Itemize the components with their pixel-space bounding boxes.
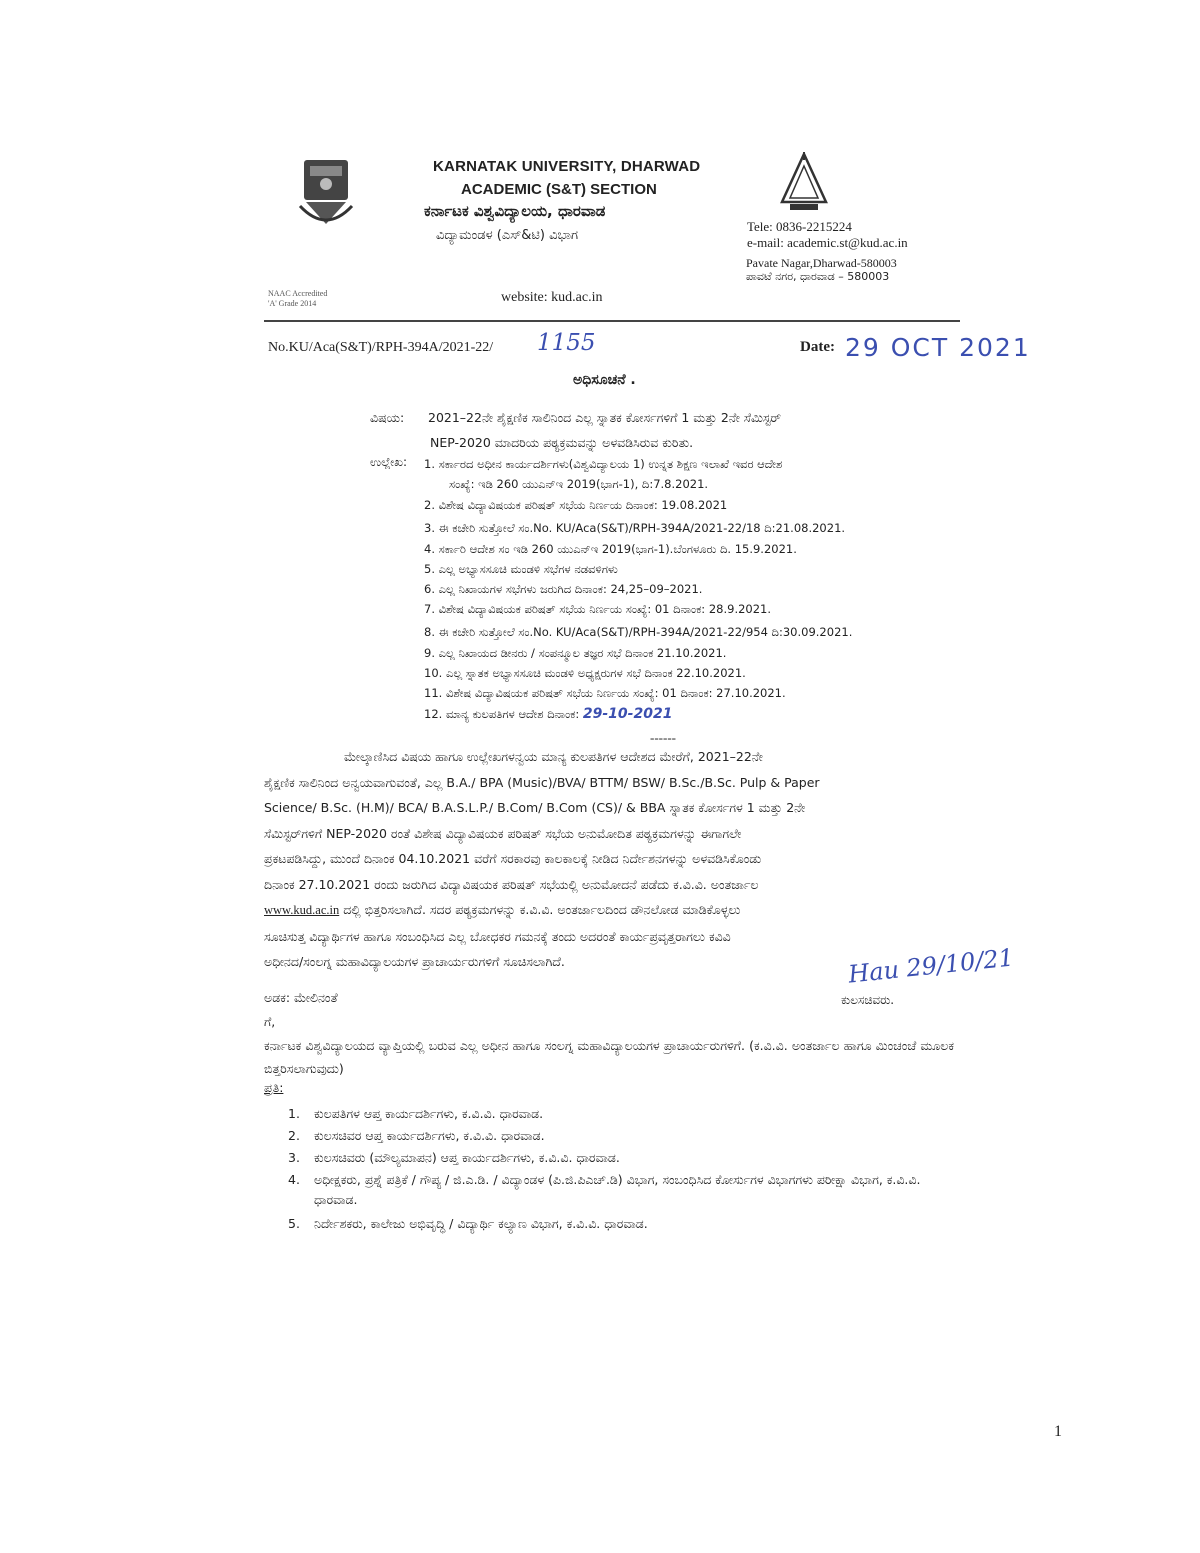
body-line: ಸೂಚಿಸುತ್ತ ವಿದ್ಯಾರ್ಥಿಗಳ ಹಾಗೂ ಸಂಬಂಧಿಸಿದ ಎಲ್ಲ ಬೋಧಕರ ಗಮನಕ್ಕೆ ತಂದು ಅದರಂತೆ ಕಾರ್ಯಪ್ರವೃತ್ತರಾಗಲು ಕವಿವಿ — [264, 928, 731, 944]
copy-item-text: ನಿರ್ದೇಶಕರು, ಕಾಲೇಜು ಅಭಿವೃದ್ಧಿ / ವಿದ್ಯಾರ್ಥಿ ಕಲ್ಯಾಣ ವಿಭಾಗ, ಕ.ವಿ.ವಿ. ಧಾರವಾಡ. — [314, 1216, 648, 1231]
reference-item: 1. ಸರ್ಕಾರದ ಅಧೀನ ಕಾರ್ಯದರ್ಶಿಗಳು(ವಿಶ್ವವಿದ್ಯಾಲಯ 1) ಉನ್ನತ ಶಿಕ್ಷಣ ಇಲಾಖೆ ಇವರ ಆದೇಶ — [424, 457, 783, 471]
naac-logo — [780, 152, 828, 214]
page-number: 1 — [1054, 1423, 1062, 1440]
handwritten-order-date: 29-10-2021 — [582, 706, 673, 722]
copy-item-number: 4. — [288, 1172, 300, 1187]
subject-block — [370, 405, 960, 455]
references-label: ಉಲ್ಲೇಖ: — [370, 455, 408, 469]
copy-item-text: ಕುಲಸಚಿವರ ಆಪ್ತ ಕಾರ್ಯದರ್ಶಿಗಳು, ಕ.ವಿ.ವಿ. ಧಾರವಾಡ. — [314, 1128, 545, 1143]
telephone-number: Tele: 0836-2215224 — [747, 219, 852, 234]
body-line: ಶೈಕ್ಷಣಿಕ ಸಾಲಿನಿಂದ ಅನ್ವಯವಾಗುವಂತೆ, ಎಲ್ಲ B.A./ BPA (Music)/BVA/ BTTM/ BSW/ B.Sc./B.Sc. Pulp & Paper — [264, 774, 820, 790]
reference-number: No.KU/Aca(S&T)/RPH-394A/2021-22/ — [268, 340, 494, 355]
to-label: ಗೆ, — [264, 1014, 276, 1029]
copy-list-item — [288, 1214, 953, 1234]
website-link[interactable]: www.kud.ac.in — [264, 903, 340, 917]
body-line: ಸೆಮಿಸ್ಟರ್‌ಗಳಿಗೆ NEP-2020 ರಂತೆ ವಿಶೇಷ ವಿದ್ಯಾವಿಷಯಕ ಪರಿಷತ್ ಸಭೆಯ ಅನುಮೋದಿತ ಪಠ್ಯಕ್ರಮಗಳನ್ನು ಈಗಾಗಲೇ — [264, 825, 742, 841]
body-paragraph — [264, 744, 976, 975]
copy-item-text: ಅಧೀಕ್ಷಕರು, ಪ್ರಶ್ನೆ ಪತ್ರಿಕೆ / ಗೌಪ್ಯ / ಜಿ.ಎ.ಡಿ. / ವಿದ್ಯಾಂಡಳ (ಪಿ.ಜಿ.ಪಿಎಚ್.ಡಿ) ವಿಭಾಗ, ಸಂಬಂಧಿಸಿದ ಕೋರ್ಸುಗಳ ವಿಭಾಗಗಳು ಪರೀಕ್ಷಾ ವಿಭಾಗ, ಕ.ವಿ.ವಿ. ಧಾರವಾಡ. — [314, 1172, 921, 1207]
copy-list-item — [288, 1148, 953, 1168]
body-line: ಪ್ರಕಟಪಡಿಸಿದ್ದು, ಮುಂದೆ ದಿನಾಂಕ 04.10.2021 ವರೆಗೆ ಸರಕಾರವು ಕಾಲಕಾಲಕ್ಕೆ ನೀಡಿದ ನಿರ್ದೇಶನಗಳನ್ನು ಅಳವಡಿಸಿಕೊಂಡು — [264, 851, 762, 866]
body-line-with-link — [264, 897, 976, 924]
reference-item: 11. ವಿಶೇಷ ವಿದ್ಯಾವಿಷಯಕ ಪರಿಷತ್ ಸಭೆಯ ನಿರ್ಣಯ ಸಂಖ್ಯೆ: 01 ದಿನಾಂಕ: 27.10.2021. — [424, 686, 786, 700]
separator-dashes: ------ — [650, 730, 676, 745]
attachment-note: ಅಡಕ: ಮೇಲಿನಂತೆ — [264, 990, 338, 1005]
copy-list-item — [288, 1126, 953, 1146]
reference-item: 10. ಎಲ್ಲ ಸ್ನಾತಕ ಅಭ್ಯಾಸಸೂಚಿ ಮಂಡಳಿ ಅಧ್ಯಕ್ಷರುಗಳ ಸಭೆ ದಿನಾಂಕ 22.10.2021. — [424, 666, 746, 680]
copy-item-text: ಕುಲಪತಿಗಳ ಆಪ್ತ ಕಾರ್ಯದರ್ಶಿಗಳು, ಕ.ವಿ.ವಿ. ಧಾರವಾಡ. — [314, 1106, 544, 1121]
copy-item-number: 5. — [288, 1216, 300, 1231]
body-line: ಅಧೀನದ/ಸಂಲಗ್ನ ಮಹಾವಿದ್ಯಾಲಯಗಳ ಪ್ರಾಚಾರ್ಯರುಗಳಿಗೆ ಸೂಚಿಸಲಾಗಿದೆ. — [264, 954, 565, 969]
reference-item-continuation: ಸಂಖ್ಯೆ: ಇಡಿ 260 ಯುಎನ್‌ಇ 2019(ಭಾಗ-1), ದಿ:7.8.2021. — [449, 477, 709, 491]
registrar-title: ಕುಲಸಚಿವರು. — [841, 993, 895, 1007]
body-line: ಮೇಲ್ಕಾಣಿಸಿದ ವಿಷಯ ಹಾಗೂ ಉಲ್ಲೇಖಗಳನ್ವಯ ಮಾನ್ಯ ಕುಲಪತಿಗಳ ಆದೇಶದ ಮೇರೆಗೆ, 2021–22ನೇ — [344, 749, 763, 764]
reference-item: 4. ಸರ್ಕಾರಿ ಆದೇಶ ಸಂ ಇಡಿ 260 ಯುಎನ್‌ಇ 2019(ಭಾಗ-1).ಬೆಂಗಳೂರು ದಿ. 15.9.2021. — [424, 542, 797, 556]
notification-title: ಅಧಿಸೂಚನೆ . — [573, 372, 636, 388]
body-line: ದಿನಾಂಕ 27.10.2021 ರಂದು ಜರುಗಿದ ವಿದ್ಯಾವಿಷಯಕ ಪರಿಷತ್ ಸಭೆಯಲ್ಲಿ ಅನುಮೋದನೆ ಪಡೆದು ಕ.ವಿ.ವಿ. ಅಂತರ್ಜಾಲ — [264, 876, 759, 892]
university-name-english: KARNATAK UNIVERSITY, DHARWAD — [433, 158, 701, 175]
university-emblem-logo — [296, 154, 356, 232]
handwritten-reference-number: 1155 — [537, 330, 596, 356]
copy-list-item — [288, 1104, 953, 1124]
naac-accreditation-line1: NAAC Accredited — [268, 289, 328, 298]
body-line: Science/ B.Sc. (H.M)/ BCA/ B.A.S.L.P./ B.Com/ B.Com (CS)/ & BBA ಸ್ನಾತಕ ಕೋರ್ಸಗಳ 1 ಮತ್ತು 2ನೇ — [264, 800, 806, 815]
copy-item-number: 3. — [288, 1150, 300, 1165]
recipients-text: ಕರ್ನಾಟಕ ವಿಶ್ವವಿದ್ಯಾಲಯದ ವ್ಯಾಪ್ತಿಯಲ್ಲಿ ಬರುವ ಎಲ್ಲ ಅಧೀನ ಹಾಗೂ ಸಂಲಗ್ನ ಮಹಾವಿದ್ಯಾಲಯಗಳ ಪ್ರಾಚಾರ್ಯರುಗಳಿಗೆ. (ಕ.ವಿ.ವಿ. ಅಂತರ್ಜಾಲ ಹಾಗೂ ಮಿಂಚಂಚೆ ಮೂಲಕ ಬಿತ್ತರಿಸಲಾಗುವುದು) — [264, 1038, 954, 1076]
copy-item-text: ಕುಲಸಚಿವರು (ಮೌಲ್ಯಮಾಪನ) ಆಪ್ತ ಕಾರ್ಯದರ್ಶಿಗಳು, ಕ.ವಿ.ವಿ. ಧಾರವಾಡ. — [314, 1150, 620, 1165]
reference-item: 5. ಎಲ್ಲ ಅಭ್ಯಾಸಸೂಚಿ ಮಂಡಳಿ ಸಭೆಗಳ ನಡವಳಿಗಳು — [424, 562, 618, 576]
email-address: e-mail: academic.st@kud.ac.in — [747, 235, 908, 250]
header-divider — [264, 320, 960, 322]
reference-item: 3. ಈ ಕಚೇರಿ ಸುತ್ತೋಲೆ ಸಂ.No. KU/Aca(S&T)/RPH-394A/2021-22/18 ದಿ:21.08.2021. — [424, 521, 846, 535]
reference-item-text: 12. ಮಾನ್ಯ ಕುಲಪತಿಗಳ ಆದೇಶ ದಿನಾಂಕ: — [424, 707, 580, 721]
reference-item: 8. ಈ ಕಚೇರಿ ಸುತ್ತೋಲೆ ಸಂ.No. KU/Aca(S&T)/RPH-394A/2021-22/954 ದಿ:30.09.2021. — [424, 625, 853, 639]
website-address: website: kud.ac.in — [501, 290, 603, 305]
copy-list-item — [288, 1170, 953, 1210]
body-line: ದಲ್ಲಿ ಭಿತ್ತರಿಸಲಾಗಿದೆ. ಸದರ ಪಠ್ಯಕ್ರಮಗಳನ್ನು ಕ.ವಿ.ವಿ. ಅಂತರ್ಜಾಲದಿಂದ ಡೌನಲೋಡ ಮಾಡಿಕೊಳ್ಳಲು — [343, 902, 741, 917]
reference-item: 2. ವಿಶೇಷ ವಿದ್ಯಾವಿಷಯಕ ಪರಿಷತ್ ಸಭೆಯ ನಿರ್ಣಯ ದಿನಾಂಕ: 19.08.2021 — [424, 498, 728, 512]
registrar-signature: Hau 29/10/21 — [846, 943, 1016, 989]
reference-item: 7. ವಿಶೇಷ ವಿದ್ಯಾವಿಷಯಕ ಪರಿಷತ್ ಸಭೆಯ ನಿರ್ಣಯ ಸಂಖ್ಯೆ: 01 ದಿನಾಂಕ: 28.9.2021. — [424, 602, 772, 616]
address-kannada: ಪಾವಟೆ ನಗರ, ಧಾರವಾಡ – 580003 — [746, 270, 890, 283]
copy-to-label: ಪ್ರತಿ: — [264, 1080, 284, 1095]
date-stamp: 29 OCT 2021 — [845, 333, 1031, 362]
reference-item: 9. ಎಲ್ಲ ನಿಖಾಯದ ಡೀನರು / ಸಂಪನ್ಮೂಲ ತಜ್ಞರ ಸಭೆ ದಿನಾಂಕ 21.10.2021. — [424, 646, 727, 660]
subject-label: ವಿಷಯ: — [370, 410, 405, 425]
copy-item-number: 2. — [288, 1128, 300, 1143]
date-label: Date: — [800, 339, 835, 355]
university-name-kannada: ಕರ್ನಾಟಕ ವಿಶ್ವವಿದ್ಯಾಲಯ, ಧಾರವಾಡ — [424, 202, 606, 220]
copy-item-number: 1. — [288, 1106, 300, 1121]
reference-item-last — [424, 706, 672, 722]
section-name-english: ACADEMIC (S&T) SECTION — [461, 181, 657, 198]
section-name-kannada: ವಿದ್ಯಾಮಂಡಳ (ಎಸ್&ಟಿ) ವಿಭಾಗ — [436, 228, 579, 243]
subject-line-1: 2021–22ನೇ ಶೈಕ್ಷಣಿಕ ಸಾಲಿನಿಂದ ಎಲ್ಲ ಸ್ನಾತಕ ಕೋರ್ಸಗಳಿಗೆ 1 ಮತ್ತು 2ನೇ ಸೆಮಿಸ್ಟರ್ — [428, 410, 782, 425]
naac-accreditation-line2: 'A' Grade 2014 — [268, 299, 317, 308]
address-english: Pavate Nagar,Dharwad-580003 — [746, 256, 897, 270]
subject-line-2: NEP-2020 ಮಾದರಿಯ ಪಠ್ಯಕ್ರಮವನ್ನು ಅಳವಡಿಸಿರುವ ಕುರಿತು. — [430, 435, 694, 450]
reference-item: 6. ಎಲ್ಲ ನಿಖಾಯಗಳ ಸಭೆಗಳು ಜರುಗಿದ ದಿನಾಂಕ: 24,25–09–2021. — [424, 582, 703, 596]
